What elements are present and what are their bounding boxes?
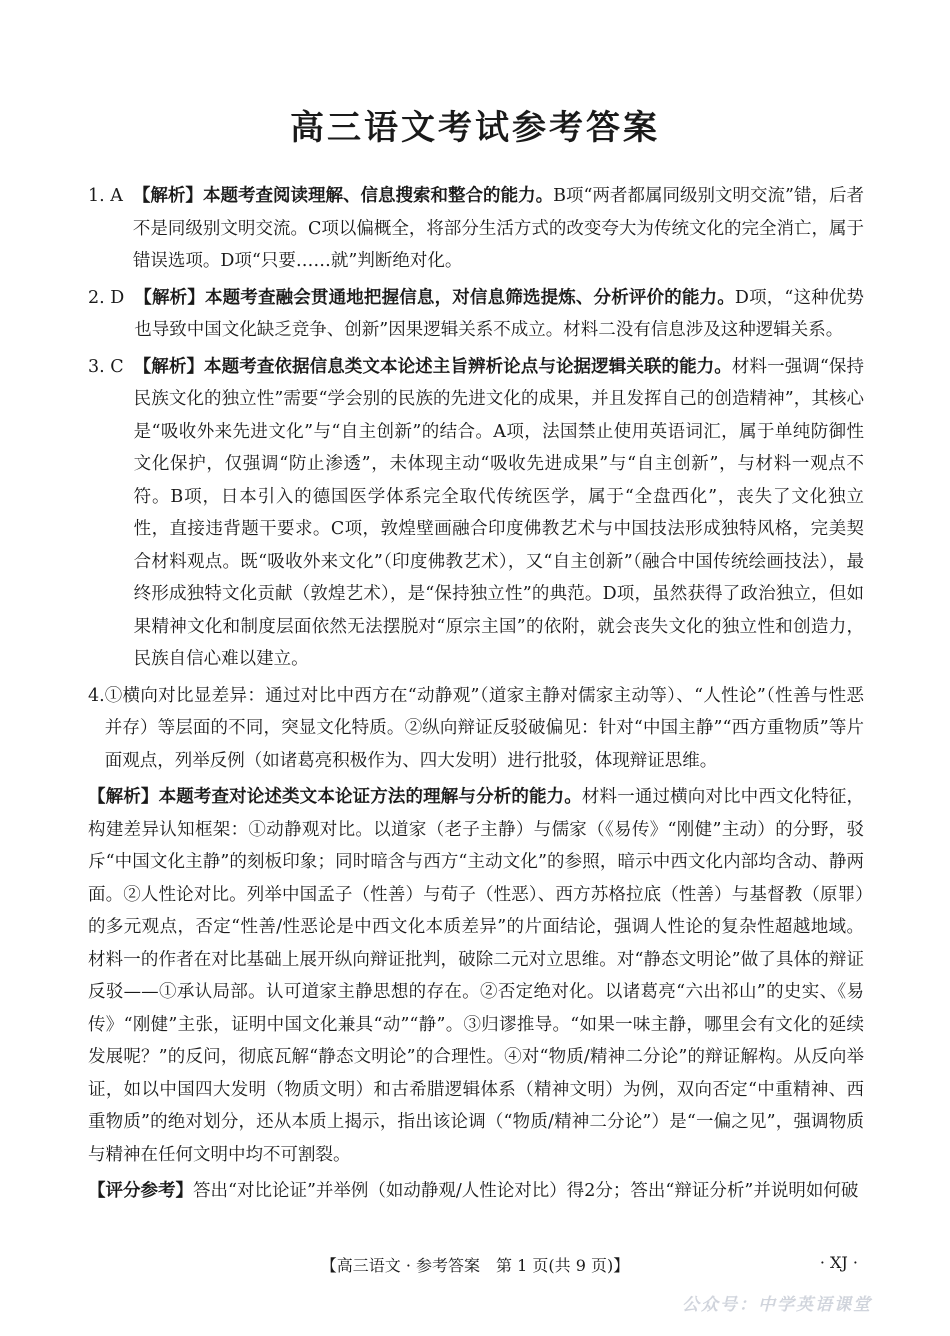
page-footer <box>0 1253 950 1283</box>
analysis-lead: 本题考查对论述类文本论证方法的理解与分析的能力。 <box>158 787 582 807</box>
answer-content <box>88 180 864 1212</box>
item-body <box>134 282 864 347</box>
scoring-paragraph <box>88 1175 864 1208</box>
analysis-text: 材料一通过横向对比中西文化特征，构建差异认知框架：①动静观对比。以道家（老子主静）与儒家（《易传》“刚健”主动）的分野，驳斥“中国文化主静”的刻板印象；同时暗含与西方“主动文化”的参照，暗示中西文化内部均含动、静两面。②人性论对比。列举中国孟子（性善）与荀子（性恶）、西方苏格拉底（性善）与基督教（原罪）的多元观点，否定“性善/性恶论是中西文化本质差异”的片面结论，强调人性论的复杂性超越地域。材料一的作者在对比基础上展开纵向辩证批判，破除二元对立思维。对“静态文明论”做了具体的辩证反驳——①承认局部。认可道家主静思想的存在。②否定绝对化。以诸葛亮“六出祁山”的史实、《易传》“刚健”主张，证明中国文化兼具“动”“静”。③归谬推导。“如果一味主静，哪里会有文化的延续发展呢？”的反问，彻底瓦解“静态文明论”的合理性。④对“物质/精神二分论”的辩证解构。从反向举证，如以中国四大发明（物质文明）和古希腊逻辑体系（精神文明）为例，双向否定“中重精神、西重物质”的绝对划分，还从本质上揭示，指出该论调（“物质/精神二分论”）是“一偏之见”，强调物质与精神在任何文明中均不可割裂。 <box>88 787 865 1165</box>
analysis-lead: 本题考查融会贯通地把握信息，对信息筛选提炼、分析评价的能力。 <box>204 287 735 308</box>
item-body <box>105 680 864 778</box>
analysis-tag: 【解析】 <box>134 287 205 308</box>
answer-item-1 <box>88 180 864 278</box>
analysis-paragraph-4 <box>88 781 864 1171</box>
footer-code: · XJ · <box>819 1253 858 1272</box>
item-body <box>134 351 864 676</box>
scoring-tag: 【评分参考】 <box>88 1181 193 1201</box>
footer-page-info: 【高三语文 · 参考答案 第 1 页(共 9 页)】 <box>320 1256 630 1275</box>
item-number: 1. A <box>88 186 123 206</box>
answer-item-3 <box>88 351 864 676</box>
analysis-lead: 本题考查依据信息类文本论述主旨辨析论点与论据逻辑关联的能力。 <box>204 356 732 377</box>
answer-item-4 <box>88 680 864 778</box>
analysis-lead: 本题考查阅读理解、信息搜索和整合的能力。 <box>202 186 554 206</box>
analysis-text: B项“两者都属同级别文明交流”错，后者不是同级别文明交流。C项以偏概全，将部分生活方式的改变夸大为传统文化的完全消亡，属于错误选项。D项“只要……就”判断绝对化。 <box>132 186 864 271</box>
analysis-tag: 【解析】 <box>132 186 203 206</box>
watermark: 公众号：中学英语课堂 <box>682 1295 872 1315</box>
scoring-text: 答出“对比论证”并举例（如动静观/人性论对比）得2分；答出“辩证分析”并说明如何破 <box>193 1181 859 1201</box>
item-number: 4. <box>88 685 105 706</box>
answer-text: ①横向对比显差异：通过对比中西方在“动静观”（道家主静对儒家主动等）、“人性论”（性善与性恶并存）等层面的不同，突显文化特质。②纵向辩证反驳破偏见：针对“中国主静”“西方重物质”等片面观点，列举反例（如诸葛亮积极作为、四大发明）进行批驳，体现辩证思维。 <box>104 685 864 771</box>
analysis-text: D项，“这种优势也导致中国文化缺乏竞争、创新”因果逻辑关系不成立。材料二没有信息涉及这种逻辑关系。 <box>134 287 864 340</box>
analysis-tag: 【解析】 <box>133 356 205 377</box>
item-body <box>133 180 864 278</box>
answer-item-2 <box>88 282 864 347</box>
item-number: 3. C <box>88 356 124 377</box>
item-number: 2. D <box>88 287 125 308</box>
analysis-tag: 【解析】 <box>88 787 159 807</box>
page-title: 高三语文考试参考答案 <box>290 108 660 148</box>
analysis-text: 材料一强调“保持民族文化的独立性”需要“学会别的民族的先进文化的成果，并且发挥自己的创造精神”，其核心是“吸收外来先进文化”与“自主创新”的结合。A项，法国禁止使用英语词汇，属于单纯防御性文化保护，仅强调“防止渗透”，未体现主动“吸收先进成果”与“自主创新”，与材料一观点不符。B项，日本引入的德国医学体系完全取代传统医学，属于“全盘西化”，丧失了文化独立性，直接违背题干要求。C项，敦煌壁画融合印度佛教艺术与中国技法形成独特风格，完美契合材料观点。既“吸收外来文化”（印度佛教艺术），又“自主创新”（融合中国传统绘画技法），最终形成独特文化贡献（敦煌艺术），是“保持独立性”的典范。D项，虽然获得了政治独立，但如果精神文化和制度层面依然无法摆脱对“原宗主国”的依附，就会丧失文化的独立性和创造力，民族自信心难以建立。 <box>133 356 865 669</box>
